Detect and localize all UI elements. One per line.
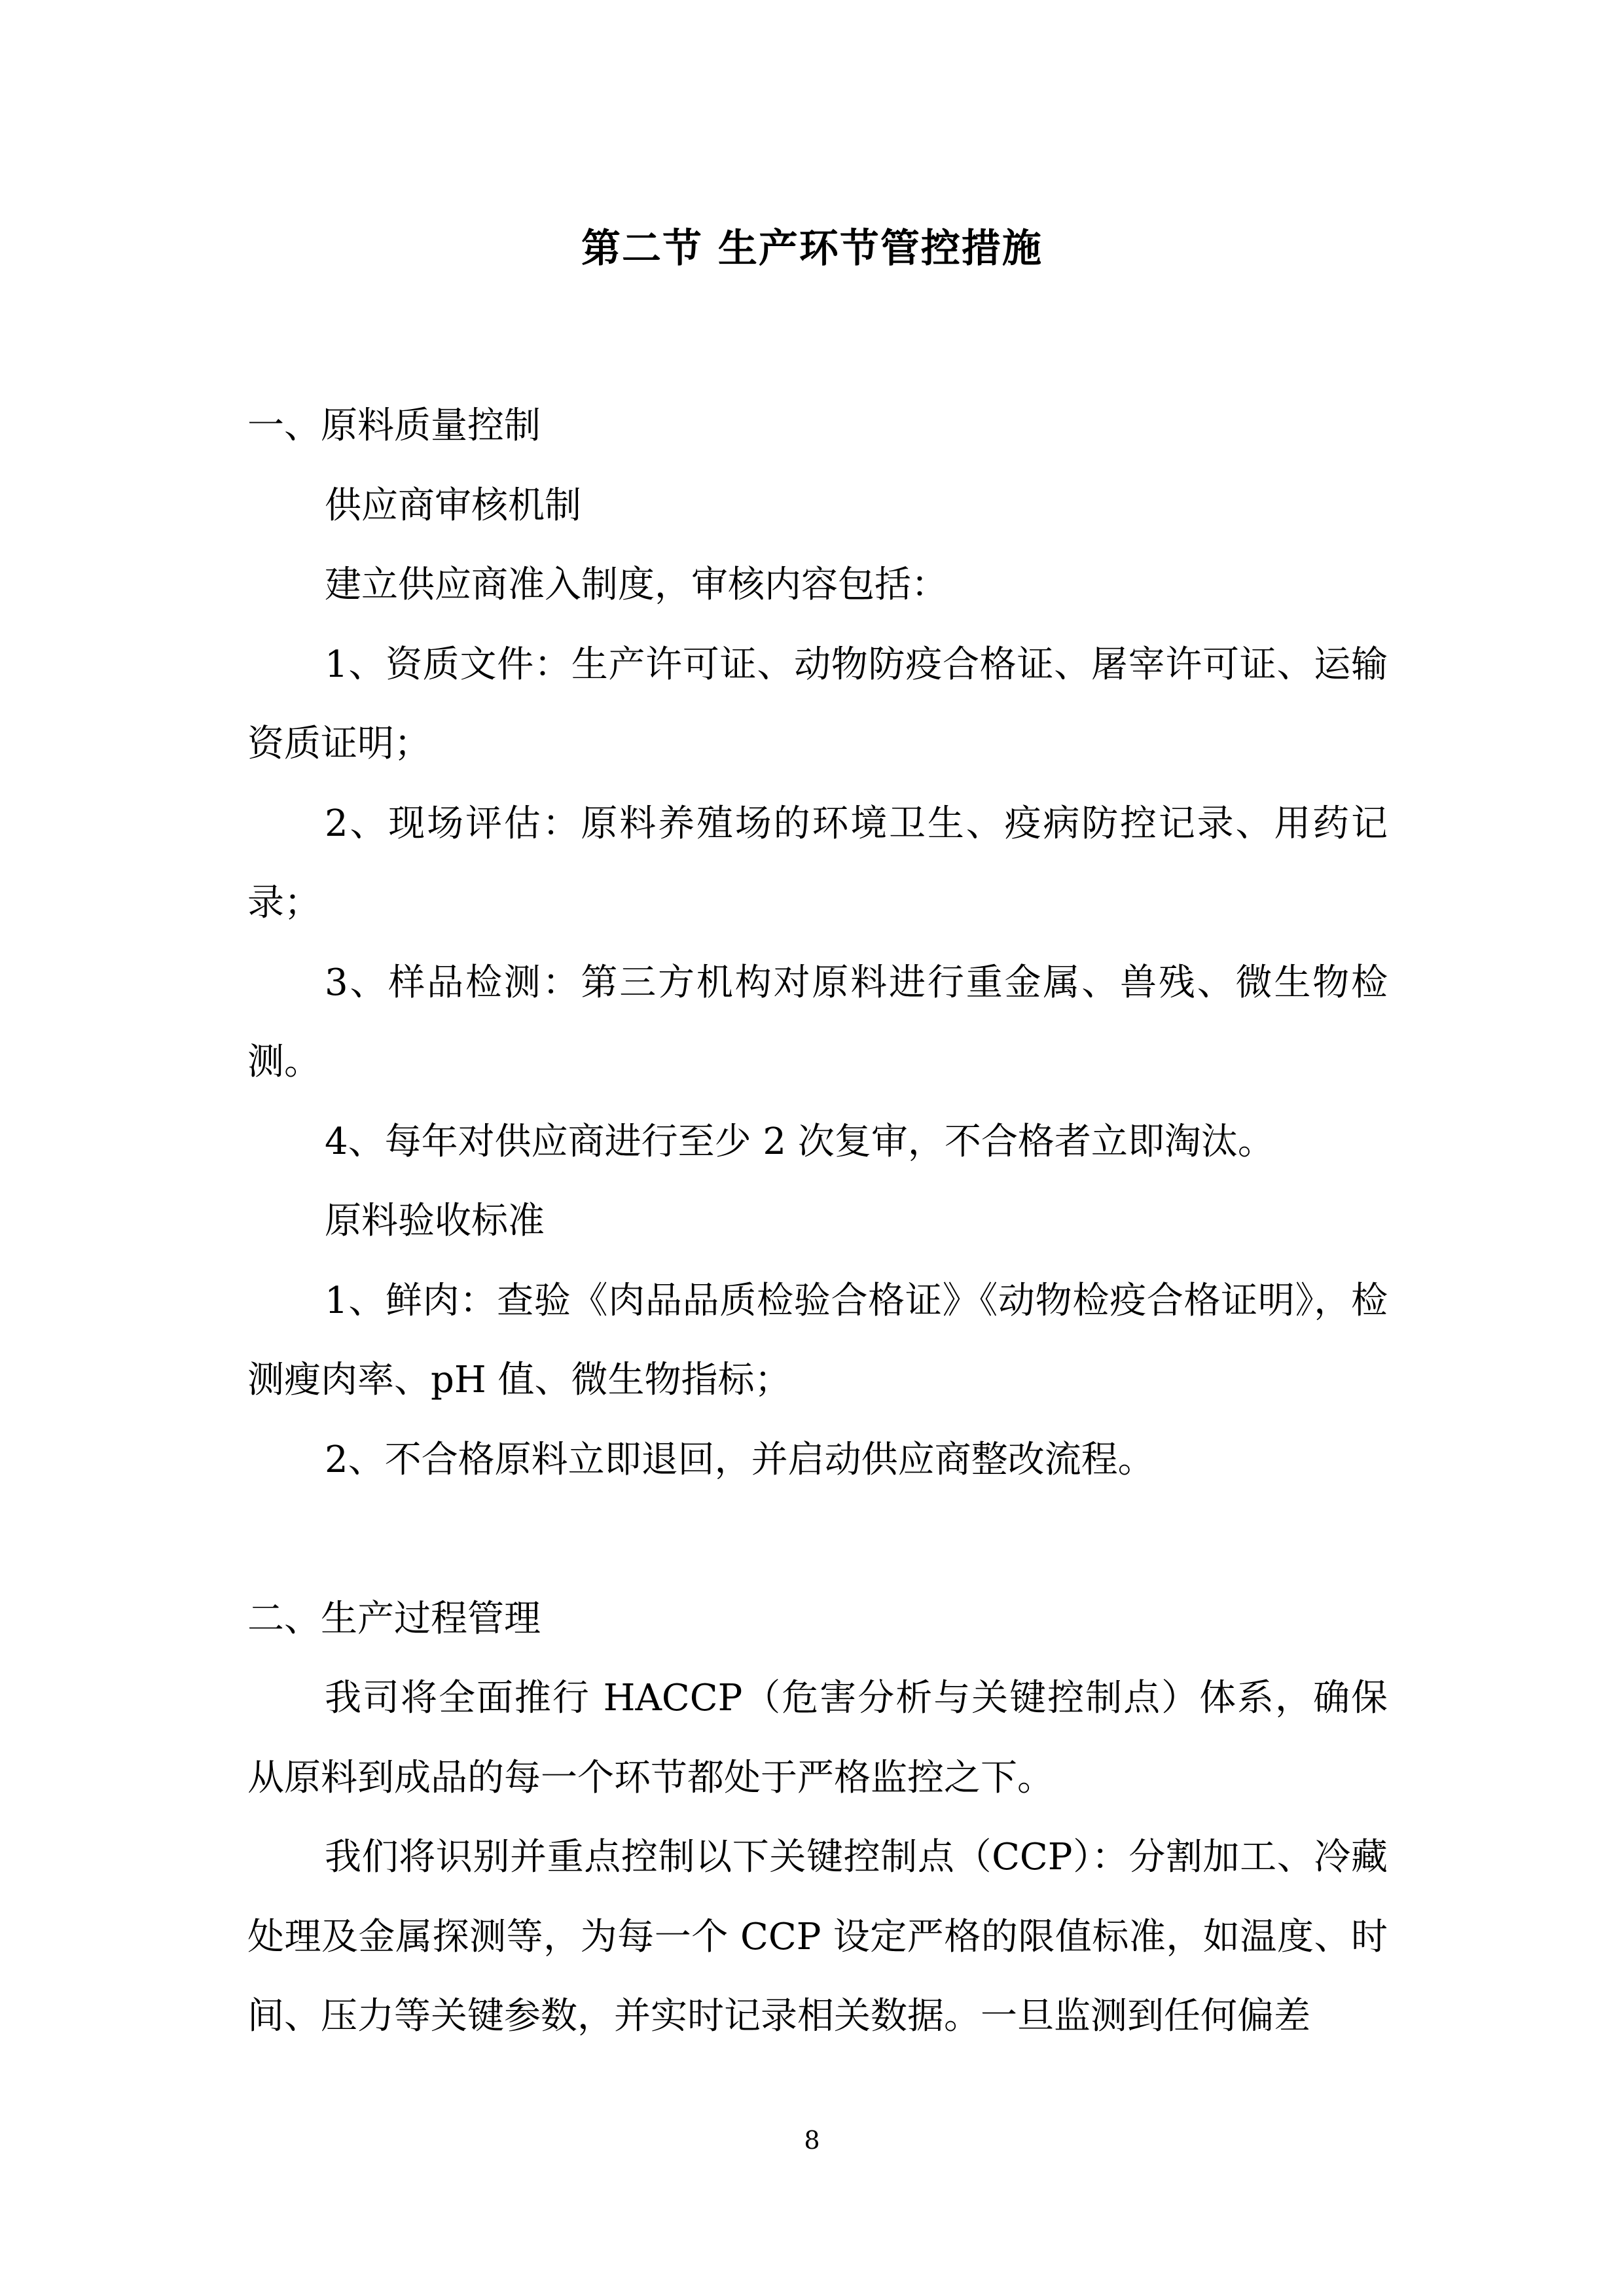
paragraph-ccp: 我们将识别并重点控制以下关键控制点（CCP）：分割加工、冷藏处理及金属探测等，为每一个 CCP 设定严格的限值标准，如温度、时间、压力等关键参数，并实时记录相关数据。一旦监测到任何偏差	[247, 1836, 1388, 2037]
subheading-acceptance-standard: 原料验收标准	[325, 1200, 545, 1242]
list-item-supplier-review: 4、每年对供应商进行至少 2 次复审，不合格者立即淘汰。	[325, 1120, 1274, 1163]
list-item-unqualified-return: 2、不合格原料立即退回，并启动供应商整改流程。	[325, 1438, 1155, 1481]
paragraph-haccp: 我司将全面推行 HACCP（危害分析与关键控制点）体系，确保从原料到成品的每一个环节都处于严格监控之下。	[247, 1677, 1388, 1799]
list-item-fresh-meat: 1、鲜肉：查验《肉品品质检验合格证》《动物检疫合格证明》，检测瘦肉率、pH 值、微生物指标；	[247, 1279, 1388, 1401]
document-body	[247, 386, 1388, 2056]
list-item-supplier-sample-testing: 3、样品检测：第三方机构对原料进行重金属、兽残、微生物检测。	[247, 961, 1388, 1083]
page-title: 第二节 生产环节管控措施	[581, 226, 1043, 272]
list-item-supplier-site-assessment: 2、现场评估：原料养殖场的环境卫生、疫病防控记录、用药记录；	[247, 802, 1388, 924]
section-heading-production-process: 二、生产过程管理	[247, 1597, 541, 1640]
section-spacer	[247, 1499, 1388, 1579]
section-heading-raw-material: 一、原料质量控制	[247, 404, 541, 447]
paragraph-supplier-intro: 建立供应商准入制度，审核内容包括：	[325, 564, 948, 606]
page-number: 8	[804, 2126, 820, 2155]
subheading-supplier-audit: 供应商审核机制	[325, 484, 581, 527]
list-item-supplier-qualification: 1、资质文件：生产许可证、动物防疫合格证、屠宰许可证、运输资质证明；	[247, 643, 1388, 765]
